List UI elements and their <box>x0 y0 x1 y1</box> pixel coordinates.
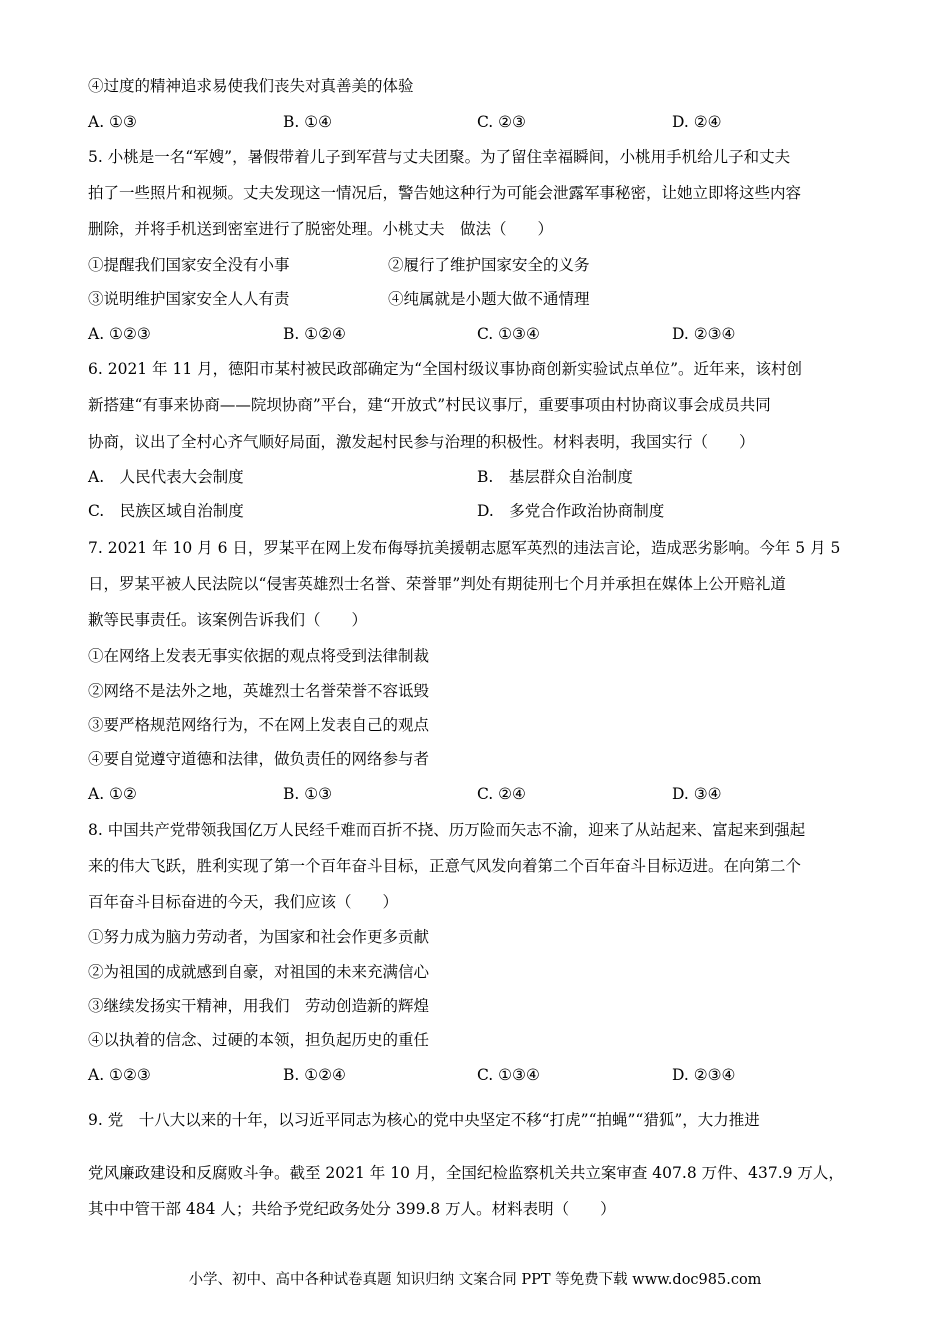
q5-stem-line-2: 拍了一些照片和视频。丈夫发现这一情况后，警告她这种行为可能会泄露军事秘密，让她立即将这些内容 <box>88 184 802 202</box>
q5-statements-row-2 <box>88 288 868 310</box>
q4-option-d[interactable]: D. ②④ <box>672 113 722 131</box>
q7-stem-line-1: 7. 2021 年 10 月 6 日，罗某平在网上发布侮辱抗美援朝志愿军英烈的违法言论，造成恶劣影响。今年 5 月 5 <box>88 539 841 557</box>
q6-stem-line-3: 协商，议出了全村心齐气顺好局面，激发起村民参与治理的积极性。材料表明，我国实行（ ） <box>88 433 755 451</box>
q5-options <box>88 323 868 345</box>
q7-statement-1: ①在网络上发表无事实依据的观点将受到法律制裁 <box>88 647 430 665</box>
q5-option-d[interactable]: D. ②③④ <box>672 325 736 343</box>
q4-option-b[interactable]: B. ①④ <box>283 113 333 131</box>
q8-option-c[interactable]: C. ①③④ <box>477 1066 540 1084</box>
q8-statement-2: ②为祖国的成就感到自豪，对祖国的未来充满信心 <box>88 963 430 981</box>
q8-option-b[interactable]: B. ①②④ <box>283 1066 346 1084</box>
q7-option-d[interactable]: D. ③④ <box>672 785 722 803</box>
q5-option-c[interactable]: C. ①③④ <box>477 325 540 343</box>
q6-option-a[interactable]: A. 人民代表大会制度 <box>88 468 244 486</box>
q4-options <box>88 111 868 133</box>
q5-stem-line-1: 5. 小桃是一名“军嫂”，暑假带着儿子到军营与丈夫团聚。为了留住幸福瞬间，小桃用手机给儿子和丈夫 <box>88 148 791 166</box>
q5-statement-3: ③说明维护国家安全人人有责 <box>88 290 290 308</box>
q4-option-a[interactable]: A. ①③ <box>88 113 137 131</box>
q8-stem-line-3: 百年奋斗目标奋进的今天，我们应该（ ） <box>88 893 399 911</box>
q5-statement-2: ②履行了维护国家安全的义务 <box>388 256 590 274</box>
q5-statement-1: ①提醒我们国家安全没有小事 <box>88 256 290 274</box>
q8-statement-1: ①努力成为脑力劳动者，为国家和社会作更多贡献 <box>88 928 430 946</box>
q5-option-a[interactable]: A. ①②③ <box>88 325 151 343</box>
q8-option-a[interactable]: A. ①②③ <box>88 1066 151 1084</box>
q7-option-a[interactable]: A. ①② <box>88 785 137 803</box>
q7-statement-4: ④要自觉遵守道德和法律，做负责任的网络参与者 <box>88 750 430 768</box>
q8-option-d[interactable]: D. ②③④ <box>672 1066 736 1084</box>
q8-stem-line-2: 来的伟大飞跃，胜利实现了第一个百年奋斗目标，正意气风发向着第二个百年奋斗目标迈进。在向第二个 <box>88 857 802 875</box>
page-footer: 小学、初中、高中各种试卷真题 知识归纳 文案合同 PPT 等免费下载 www.doc985.com <box>188 1272 762 1288</box>
q6-options-row-2 <box>88 500 868 522</box>
q7-option-c[interactable]: C. ②④ <box>477 785 526 803</box>
q6-option-d[interactable]: D. 多党合作政治协商制度 <box>477 502 665 520</box>
q7-option-b[interactable]: B. ①③ <box>283 785 333 803</box>
q5-statement-4: ④纯属就是小题大做不通情理 <box>388 290 590 308</box>
q4-statement-4: ④过度的精神追求易使我们丧失对真善美的体验 <box>88 77 414 95</box>
q9-stem-line-3: 其中中管干部 484 人；共给予党纪政务处分 399.8 万人。材料表明（ ） <box>88 1200 616 1218</box>
q9-stem-line-2: 党风廉政建设和反腐败斗争。截至 2021 年 10 月，全国纪检监察机关共立案审查 407.8 万件、437.9 万人， <box>88 1164 844 1182</box>
q7-stem-line-3: 歉等民事责任。该案例告诉我们（ ） <box>88 611 368 629</box>
q8-options <box>88 1064 868 1086</box>
q9-stem-line-1: 9. 党 十八大以来的十年，以习近平同志为核心的党中央坚定不移“打虎”“拍蝇”“猎狐”，大力推进 <box>88 1111 760 1129</box>
q8-statement-3: ③继续发扬实干精神，用我们 劳动创造新的辉煌 <box>88 997 430 1015</box>
q7-stem-line-2: 日，罗某平被人民法院以“侵害英雄烈士名誉、荣誉罪”判处有期徒刑七个月并承担在媒体上公开赔礼道 <box>88 575 786 593</box>
q6-stem-line-1: 6. 2021 年 11 月，德阳市某村被民政部确定为“全国村级议事协商创新实验试点单位”。近年来，该村创 <box>88 360 803 378</box>
q6-option-b[interactable]: B. 基层群众自治制度 <box>477 468 633 486</box>
q7-statement-3: ③要严格规范网络行为，不在网上发表自己的观点 <box>88 716 430 734</box>
q5-stem-line-3: 删除，并将手机送到密室进行了脱密处理。小桃丈夫 做法（ ） <box>88 220 554 238</box>
q5-statements-row-1 <box>88 254 868 276</box>
q7-statement-2: ②网络不是法外之地，英雄烈士名誉荣誉不容诋毁 <box>88 682 430 700</box>
q6-stem-line-2: 新搭建“有事来协商——院坝协商”平台，建“开放式”村民议事厅，重要事项由村协商议事会成员共同 <box>88 396 771 414</box>
q7-options <box>88 783 868 805</box>
q4-option-c[interactable]: C. ②③ <box>477 113 526 131</box>
q8-statement-4: ④以执着的信念、过硬的本领，担负起历史的重任 <box>88 1031 430 1049</box>
q5-option-b[interactable]: B. ①②④ <box>283 325 346 343</box>
q6-option-c[interactable]: C. 民族区域自治制度 <box>88 502 244 520</box>
q6-options-row-1 <box>88 466 868 488</box>
q8-stem-line-1: 8. 中国共产党带领我国亿万人民经千难而百折不挠、历万险而矢志不渝，迎来了从站起来、富起来到强起 <box>88 821 806 839</box>
